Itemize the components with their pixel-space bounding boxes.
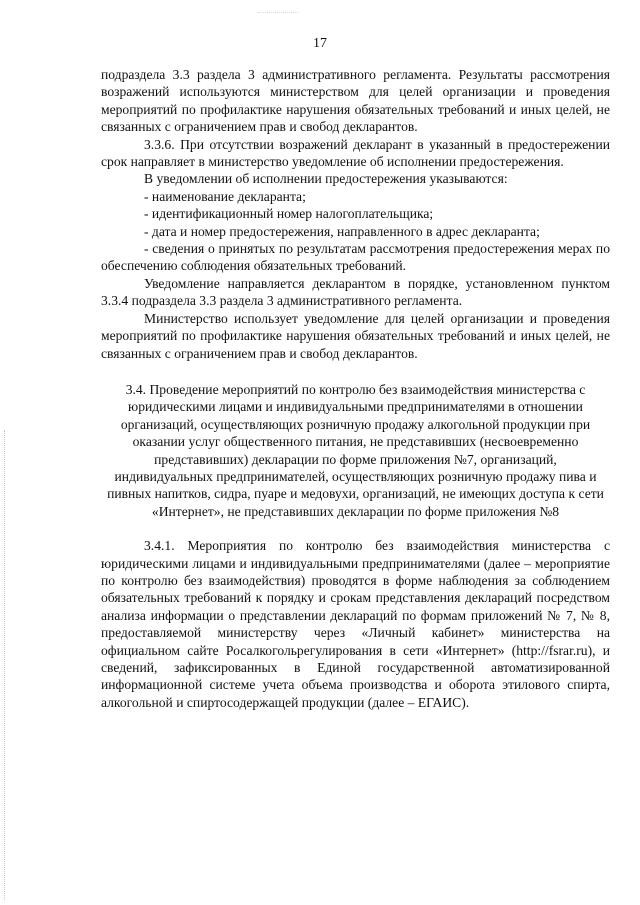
scan-artifact-left-edge: [4, 430, 5, 900]
scan-artifact-top: [258, 0, 298, 13]
paragraph-3-3-6: 3.3.6. При отсутствии возражений декларант в указанный в предостережении срок направляет в министерство уведомление об исполнении предостережения.: [101, 136, 610, 170]
list-item-measures-taken: - сведения о принятых по результатам рассмотрения предостережения мерах по обеспечению соблюдения обязательных требований.: [101, 241, 610, 274]
paragraph-notice-contents: В уведомлении об исполнении предостережения указываются:: [144, 171, 508, 187]
page-number: 17: [313, 36, 327, 51]
list-item-taxpayer-id: - идентификационный номер налогоплательщика;: [144, 206, 434, 222]
document-body: [101, 66, 610, 711]
paragraph-ministry-use: Министерство использует уведомление для целей организации и проведения мероприятий по профилактике нарушения обязательных требований и иных целей, не связанных с ограничением прав и свобод декларантов.: [101, 310, 610, 361]
paragraph-continuation: подраздела 3.3 раздела 3 административного регламента. Результаты рассмотрения возражений используются министерством для целей организации и проведения мероприятий по профилактике нарушения обязательных требований и иных целей, не связанных с ограничением прав и свобод декларантов.: [101, 67, 610, 135]
paragraph-notice-procedure: Уведомление направляется декларантом в порядке, установленном пунктом 3.3.4 подраздела 3.3 раздела 3 административного регламента.: [101, 275, 610, 309]
list-item-declarant-name: - наименование декларанта;: [144, 188, 306, 204]
paragraph-3-4-1: 3.4.1. Мероприятия по контролю без взаимодействия министерства с юридическими лицами и индивидуальными предпринимателями (далее – мероприятие по контролю без взаимодействия) проводятся в форме наблюдения за соблюдением обязательных требований к порядку и срокам представления деклараций посредством анализа информации о представлении деклараций по формам приложений № 7, № 8, предоставляемой министерству через «Личный кабинет» министерства на официальном сайте Росалкогольрегулирования в сети «Интернет» (http://fsrar.ru), и сведений, зафиксированных в Единой государственной автоматизированной информационной системе учета объема производства и оборота этилового спирта, алкогольной и спиртосодержащей продукции (далее – ЕГАИС).: [101, 538, 610, 710]
list-item-warning-date-number: - дата и номер предостережения, направленного в адрес декларанта;: [144, 223, 540, 239]
section-heading-3-4: 3.4. Проведение мероприятий по контролю без взаимодействия министерства с юридическими лицами и индивидуальными предпринимателями в отношении организаций, осуществляющих розничную продажу алкогольной продукции при оказании услуг общественного питания, не представивших (несвоевременно представивших) декларации по форме приложения №7, организаций, индивидуальных предпринимателей, осуществляющих розничную продажу пива и пивных напитков, сидра, пуаре и медовухи, организаций, не имеющих доступа к сети «Интернет», не представивших декларации по форме приложения №8: [107, 381, 604, 519]
